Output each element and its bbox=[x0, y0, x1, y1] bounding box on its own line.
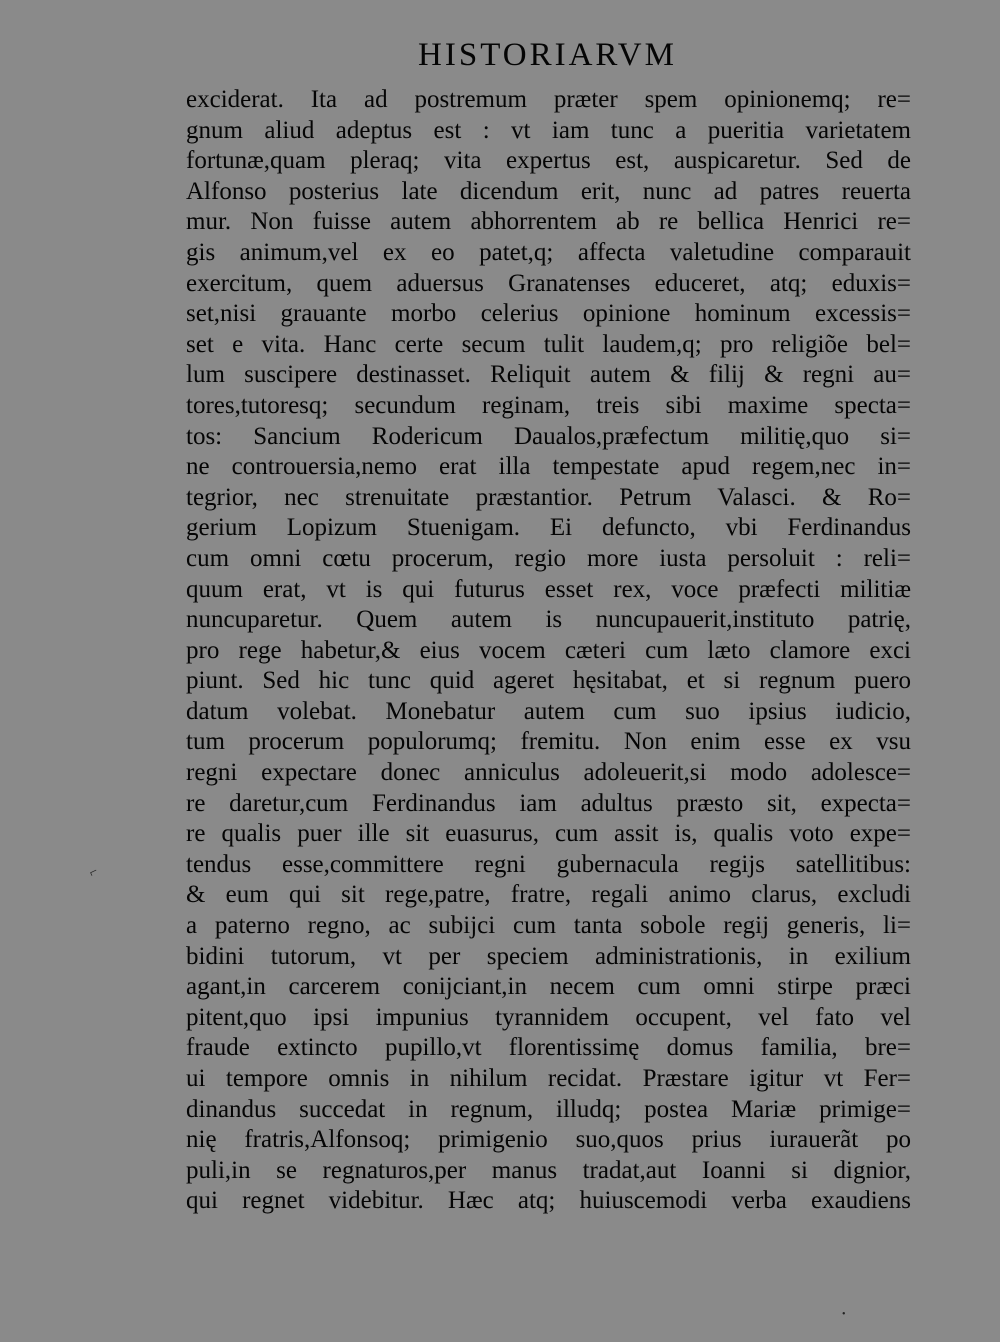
text-line: & eum qui sit rege,patre, fratre, regali animo clarus, excludi bbox=[186, 881, 911, 909]
text-line: exciderat. Ita ad postremum præter spem opinionemq; re= bbox=[186, 86, 911, 113]
text-line: fortunæ,quam pleraq; vita expertus est, auspicaretur. Sed de bbox=[186, 147, 911, 175]
text-line: set,nisi grauante morbo celerius opinione hominum excessis= bbox=[186, 300, 911, 328]
text-line: ne controuersia,nemo erat illa tempestate apud regem,nec in= bbox=[186, 453, 911, 481]
margin-mark: ⌐ bbox=[86, 864, 101, 882]
running-title: HISTORIARVM bbox=[418, 37, 677, 73]
text-line: tegrior, nec strenuitate præstantior. Petrum Valasci. & Ro= bbox=[186, 483, 911, 511]
running-header bbox=[0, 30, 1000, 80]
text-line: pro rege habetur,& eius vocem cæteri cum læto clamore exci bbox=[186, 636, 911, 664]
text-line: mur. Non fuisse autem abhorrentem ab re bellica Henrici re= bbox=[186, 208, 911, 236]
text-line: puli,in se regnaturos,per manus tradat,aut Ioanni si dignior, bbox=[186, 1156, 911, 1184]
margin-mark: • bbox=[842, 1309, 846, 1320]
text-line: exercitum, quem aduersus Granatenses educeret, atq; eduxis= bbox=[186, 269, 911, 297]
text-line: fraude extincto pupillo,vt florentissimę domus familia, bre= bbox=[186, 1034, 911, 1062]
text-line: nię fratris,Alfonsoq; primigenio suo,quos prius iurauerãt po bbox=[186, 1126, 911, 1154]
text-line: ui tempore omnis in nihilum recidat. Præstare igitur vt Fer= bbox=[186, 1065, 911, 1092]
body-text bbox=[186, 85, 911, 1217]
text-line: agant,in carcerem conijciant,in necem cum omni stirpe præci bbox=[186, 973, 911, 1001]
text-line: tendus esse,committere regni gubernacula regijs satellitibus: bbox=[186, 850, 911, 878]
text-line: gerium Lopizum Stuenigam. Ei defuncto, vbi Ferdinandus bbox=[186, 514, 911, 542]
text-line: set e vita. Hanc certe secum tulit laudem,q; pro religiõe bel= bbox=[186, 330, 911, 358]
text-line: lum suscipere destinasset. Reliquit autem & filij & regni au= bbox=[186, 361, 911, 389]
text-line: bidini tutorum, vt per speciem administrationis, in exilium bbox=[186, 942, 911, 970]
text-line: quum erat, vt is qui futurus esset rex, voce præfecti militiæ bbox=[186, 575, 911, 603]
text-line: a paterno regno, ac subijci cum tanta sobole regij generis, li= bbox=[186, 912, 911, 940]
text-line: cum omni cœtu procerum, regio more iusta persoluit : reli= bbox=[186, 544, 911, 572]
text-line: re daretur,cum Ferdinandus iam adultus præsto sit, expecta= bbox=[186, 789, 911, 817]
text-line: piunt. Sed hic tunc quid ageret hęsitabat, et si regnum puero bbox=[186, 667, 911, 695]
text-line: re qualis puer ille sit euasurus, cum assit is, qualis voto expe= bbox=[186, 820, 911, 848]
text-line: nuncuparetur. Quem autem is nuncupauerit,instituto patrię, bbox=[186, 606, 911, 634]
text-line: tum procerum populorumq; fremitu. Non enim esse ex vsu bbox=[186, 728, 911, 756]
text-line: dinandus succedat in regnum, illudq; postea Mariæ primige= bbox=[186, 1095, 911, 1123]
text-line: tos: Sancium Rodericum Daualos,præfectum militię,quo si= bbox=[186, 422, 911, 450]
text-line: gnum aliud adeptus est : vt iam tunc a pueritia varietatem bbox=[186, 116, 911, 144]
text-line: pitent,quo ipsi impunius tyrannidem occupent, vel fato vel bbox=[186, 1003, 911, 1031]
text-line: regni expectare donec anniculus adoleuerit,si modo adolesce= bbox=[186, 759, 911, 787]
text-line: datum volebat. Monebatur autem cum suo ipsius iudicio, bbox=[186, 697, 911, 725]
text-line: qui regnet videbitur. Hæc atq; huiuscemodi verba exaudiens bbox=[186, 1187, 911, 1215]
text-line: Alfonso posterius late dicendum erit, nunc ad patres reuerta bbox=[186, 177, 911, 205]
text-line: gis animum,vel ex eo patet,q; affecta valetudine comparauit bbox=[186, 238, 911, 266]
text-line: tores,tutoresq; secundum reginam, treis sibi maxime specta= bbox=[186, 391, 911, 419]
